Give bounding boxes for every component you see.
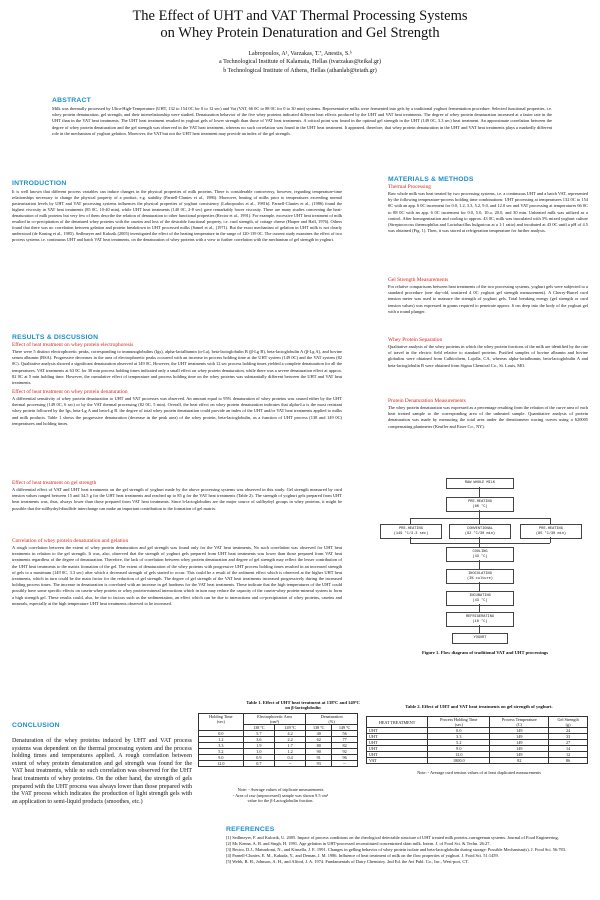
table-1-cell: 96 — [332, 755, 358, 761]
methods-m4-title: Protein Denaturation Measurements — [388, 398, 466, 404]
table-1-cell: 1.9 — [243, 743, 274, 749]
table-2-cell: 24 — [549, 728, 588, 734]
methods-m3-title: Whey Protein Separation — [388, 337, 443, 343]
table-2-cell: 9.0 — [428, 746, 490, 752]
table-1-cell: -- — [274, 761, 305, 767]
reference-item: [2] Mc Kenna, A. B. and Singh, H. 1991. Age gelation in UHT-processed reconstituted concentrated skim milk. Intern. J. of Food Sci. & Techn. 26:27. — [226, 841, 491, 846]
table-1-note-line-2: - Area of raw (unprocessed) sample was shown 9.5 cm² — [232, 792, 329, 798]
table-2-cell: 5.2 — [428, 740, 490, 746]
table-2-cell: UHT — [367, 728, 428, 734]
results-heading: RESULTS & DISCUSSION — [12, 334, 99, 341]
table-1-cell: 93 — [306, 761, 332, 767]
references-heading: REFERENCES — [226, 826, 275, 833]
table-1-cell: 0.7 — [243, 761, 274, 767]
methods-m3-text: Qualitative analysis of the whey proteins in which the whey protein fractions of the milk are identified by the rate of travel in the electric field relative to standard proteins. Purified samples of bovine albumin and bovine globulins were obtained from Calbiochem, Lajolla, CA, whereas alpha-lactalbumin, beta-lactoglobulin A and beta-lactoglobulin B were obtained from Sigma Chemical Co., St. Louis, MO. — [388, 344, 588, 368]
table-1-cell: 1.2 — [274, 749, 305, 755]
table-2-cell: 149 — [490, 728, 549, 734]
flow-branch-line — [410, 518, 550, 519]
flow-refrigerating — [446, 612, 514, 627]
flow-preheating-60 — [446, 497, 514, 512]
table-2-header: Gel Strength (g) — [549, 717, 588, 728]
table-2-cell: 149 — [490, 734, 549, 740]
table-2-cell: UHT — [367, 734, 428, 740]
flow-preheating-vat-label: PRE-HEATING (85 °C/30 min) — [535, 527, 567, 536]
table-1-cell: 91 — [306, 755, 332, 761]
flow-conventional — [449, 524, 511, 539]
flow-arrow — [479, 487, 480, 497]
table-2-cell: 33 — [549, 734, 588, 740]
table-1-cell: 0.9 — [243, 755, 274, 761]
table-2-cell: 3.3 — [428, 734, 490, 740]
table-2-cell: UHT — [367, 746, 428, 752]
table-1 — [198, 713, 358, 767]
methods-m2-text: For relative comparisons between heat treatments of the two processing systems, yoghurt gels were subjected to a standard procedure (one day-old, unstirred 4 0C yoghurt gel strength measurement). A Cherry-Burrel curd tension meter was used to measure the strength of yoghurt gels. Total breaking energy (gel strength or curd tension values) was expressed in grams required to penetrate approx. 6 cm deep into the body of the yoghurt gel with a round plunger. — [388, 284, 588, 314]
introduction-text: It is well known that different process variables can induce changes in the physical properties of milk proteins. There is considerable controversy, however, regarding temperature-time relationships necessary to change the physical property of a product, e.g. stability (Parnell-Clunies et al., 1986). Moreover, heating of milks prior to temperatures exceeding normal pasteurization levels by UHT and VAT processing systems influences the physical properties of yoghurt consistency (Labropoulos et al., 1981b). Parnell-Clunies et al., (1986) found the highest viscosity in VAT heat treatments (85 0C, 10-40 min), while UHT heat treatments (140 0C, 2-8 sec) gave remarkably lower viscosity. There are many studies concerning the heat-denaturation of milk proteins but very few of them describe the relation of denaturation to other functional properties (Rector et al., 1991). For example, excessive UHT heat treatment of milk resulted in co-precipitation of the denatured whey proteins with the caseins and loss of the desirable functional property, i.e. curd strength, of cottage cheese (Harper and Hall, 1976). Others found that there was no correlation between gelation and protein breakdown in UHT processed milks (Samel et al., (1971). But the exact mechanism of gelation in UHT milk is not clearly understood (de Koning et al., 1985). Sedlmeyer and Kulozik (2005) investigated the effect of the heating temperature in the range of 120-139 0C. The current study examines the effect of two process systems i.e. continuous UHT and batch VAT heat treatments, on the denaturation of whey proteins with a view to further correlation with the mechanism of gel strength in yoghurt. — [12, 189, 342, 242]
table-1-cell: 0.0 — [199, 731, 244, 737]
author-block — [0, 50, 600, 75]
table-1-cell: 92 — [332, 749, 358, 755]
table-2-cell: 149 — [490, 746, 549, 752]
table-2-note: Note: - Average curd tension values of at least duplicated measurements — [417, 770, 541, 775]
methods-m2-title: Gel Strength Measurements — [388, 277, 449, 283]
methods-heading: MATERIALS & METHODS — [388, 176, 474, 183]
table-1-cell: 40 — [306, 731, 332, 737]
table-1-cell: 3.6 — [243, 737, 274, 743]
title-line-1: The Effect of UHT and VAT Thermal Processing Systems — [132, 8, 468, 24]
table-2-cell: 27 — [549, 740, 588, 746]
table-2-caption: Table 2. Effect of UHT and VAT heat treatments on gel strength of yoghurt. — [405, 704, 553, 709]
flow-arrow — [479, 625, 480, 633]
table-2-header: Process Temperature (C) — [490, 717, 549, 728]
table-1-header-area: Electrophoretic Area (cm²) — [243, 714, 306, 725]
authors: Labropoulos, A¹, Varzakas, T.ª, Anestis, S.ᵇ — [248, 51, 352, 57]
conclusion-text: Denaturation of the whey proteins induced by UHT and VAT process systems was dependent on the thermal processing system and the process holding times and temperatures applied. A rough correlation between extent of whey protein denaturation and gel strength was found for the VAT heat treatments, while no such correlation was observed for the UHT heat treatments of whey proteins. On the other hand, the strength of gels prepared with the UHT process was always lower than those prepared with the VAT process which indicates the production of light strength gels with an application to semi-liquid products (smoothes, etc.) — [12, 738, 192, 805]
table-2-header: HEAT TREATMENT — [367, 717, 428, 728]
flow-arrow — [479, 560, 480, 569]
abstract-heading: ABSTRACT — [52, 97, 91, 104]
conclusion-heading: CONCLUSION — [12, 722, 60, 729]
affiliation-b: b Technological Institute of Athens, Hellas (athanlab@teiath.gr) — [223, 67, 377, 74]
table-1-note — [198, 787, 363, 804]
table-2 — [366, 716, 588, 764]
flow-preheating-60-label: PRE-HEATING (60 °C) — [468, 500, 492, 509]
flow-refrigerating-label: REFRIGERATING (10 °C) — [465, 615, 495, 624]
methods-m1-title: Thermal Processing — [388, 184, 431, 190]
table-1-cell: 90 — [306, 749, 332, 755]
results-s3-text: A differential effect of VAT and UHT heat treatments on the gel strength of yoghurt made by the above processing systems was observed in this study. Gel strength measured by curd tension values ranged between 15 and 34.5 g for the UHT heat treatments and reached up to 85 g for the VAT heat treatments (Table 2). The strength of yoghurt gels prepared from UHT heat treatments was, thus, always lower than those prepared from VAT heat treatments. Since b-lactoglobulins are the major source of sulfhydryl groups in whey proteins, it might be possible that the sulfhydryl-disulfide interchange can make an important contribution to the formation of gel matrix. — [12, 487, 342, 511]
table-1-cell: 62 — [306, 737, 332, 743]
table-1-subheader: 138 ºC — [306, 725, 332, 731]
table-1-cell: 9.0 — [199, 755, 244, 761]
flow-conventional-label: CONVENTIONAL (82 °C/30 min) — [464, 527, 496, 536]
table-1-cell: 0.4 — [274, 755, 305, 761]
results-s1-title: Effect of heat treatment on whey protein electrophoresis — [12, 342, 134, 348]
flow-arrow — [550, 537, 551, 543]
flow-incubating-label: INCUBATING (43 °C) — [469, 594, 491, 603]
table-1-cell: 77 — [332, 737, 358, 743]
flow-arrow — [479, 604, 480, 612]
table-1-cell: 5.2 — [199, 749, 244, 755]
reference-item: [3] Rector, D.J., Matsudomi, N., and Kinsella, J. E. 1991. Changes in gelling behavior of whey protein isolate and beta-lactoglobulin during storage: Possible Mechanism(s). J. Food Sci. 56:783. — [226, 847, 567, 852]
results-s4-text: A rough correlation between the extent of whey protein denaturation and gel strength was found only for the VAT heat treatments. No such correlation was observed for UHT heat treatments in relation to the gel strength. It was, also, observed that the strength of yoghurt gels prepared from UHT heat treatments was lower than those prepared from VAT heat treatments regardless of the degree of denaturation. Therefore, the lack of correlation between whey protein denaturation and degree of gel strength may reflect the lesser contribution of the UHT heat treatments to the matrix formation of the gel. The extent of denaturation of the whey proteins with progressive UHT process holding times resulted in an increased strength of gels to a maximum (149 0C, 3.3 sec) after which a decreased strength of gels started to occur. This could be a result of the sediment effect which is observed at the higher UHT heat treatments, which in turn could be the main factor for the reduction of gel strength. The degree of gel strength of the VAT heat treatments increased progressively during the increased holding process times. The increase in denaturation is correlated with an increase in gel hardness for the VAT heat treatments. These indicate that the high temperatures of the UHT could possibly have some specific effects on casein-whey protein or whey protein-mineral interactions which in turn may reduce the capacity of the casein-whey protein-mineral system to form a high strength gel. These results could, also, be due to factors such as the sedimentation, an effect which can be due to interactions and co-precipitation of whey proteins, caseins and minerals, especially at the high temperature UHT heat treatments observed to be increased. — [12, 545, 342, 606]
results-s2-text: A differential sensitivity of whey protein denaturation to UHT and VAT processes was observed. An amount equal to 95% denaturation of whey proteins was caused either by the UHT thermal processing (149 0C, 6 sec) or by the VAT thermal processing (82 0C, 5 min). Overall, the heat effect on whey protein denaturation indicates that alpha-La is the most resistant whey protein followed by the Igs, beta-Lg A and beta-Lg B. the degree of total whey protein denaturation could provide an index of the UHT and/or VAT heat treatments applied to milks and milk products. Table 1 shows the progressive denaturation (decrease in the peak area) of the whey protein, beta-lactoglobulin, as a function of UHT process (138 and 149 0C) temperatures and holding times. — [12, 396, 342, 426]
reference-item: [5] Webb, B. H., Johnson, A. H., and Alford, J. A. 1974. Fundamentals of Dairy Chemistry. 2nd Ed. the Avi Publ. Co., Inc., West-port, CT. — [226, 859, 469, 864]
flow-yogurt-label: YOGURT — [473, 636, 487, 641]
table-1-cell: 82 — [332, 743, 358, 749]
table-2-cell: 0.0 — [428, 728, 490, 734]
table-1-caption-line-2: on β-lactoglobulin — [285, 705, 321, 710]
table-2-cell: 149 — [490, 752, 549, 758]
table-1-subheader: 138 ºC — [243, 725, 274, 731]
flow-yogurt — [452, 633, 508, 644]
flow-arrow — [479, 582, 480, 591]
table-2-cell: 86 — [549, 758, 588, 764]
flow-merge-line — [410, 543, 550, 544]
flow-cooling — [446, 547, 514, 562]
table-1-cell: 1.7 — [274, 743, 305, 749]
table-1-cell: 4.2 — [274, 731, 305, 737]
table-1-note-line-1: Note: - Average values of triplicate measurements — [237, 787, 324, 792]
table-1-cell: 2.2 — [274, 737, 305, 743]
flow-preheating-uht — [380, 524, 442, 539]
table-1-cell: 80 — [306, 743, 332, 749]
table-2-cell: 12.0 — [428, 752, 490, 758]
table-1-cell: 5.7 — [243, 731, 274, 737]
table-1-cell: 1.2 — [199, 737, 244, 743]
methods-m1-text: Raw whole milk was heat treated by two processing systems, i.e. a continuous UHT and a batch VAT, represented by the following temperature-process holding time combinations: UHT processing at temperatures 132 0C to 154 0C with an app. 6 0C increment for 0.0, 1.2, 3.3, 5.2, 9.0, and 12.0 sec and VAT processing at temperatures 66 0C to 88 0C with an app. 6 0C increment for 0.0, 5.0, 10.o, 20.0, and 30 min. Unheated milk was utilized as a control. After homogenization and cooling to approx. 43 0C, milk was inoculated with 3% mixed yoghurt culture (Streptococcus thermophilus and Lactobacillus bulgaricus at a 1:1 ratio) and incubated at 43 0C until a pH of 4.5 was obtained (Fig. 1). Then, it was stored at refrigeration temperature for further analysis. — [388, 191, 588, 234]
table-1-cell: 56 — [332, 731, 358, 737]
results-s4-title: Correlation of whey protein denaturation and gelation — [12, 538, 129, 544]
methods-m4-text: The whey protein denaturation was expressed as a percentage resulting from the relation of the curve area of each heat treated sample to the corresponding area of the unheated sample. Quantitative analysis of protein denaturation was made by measuring the total area under the densitometer tracing curves using a 620005 compensating planimeter (Keuffer and Esser Co., NY). — [388, 405, 588, 429]
table-2-cell: 14 — [549, 746, 588, 752]
title-line-2: on Whey Protein Denaturation and Gel Strength — [160, 25, 440, 41]
flow-inoculating-label: INOCULATING (3% culture) — [467, 572, 493, 581]
introduction-heading: INTRODUCTION — [12, 180, 67, 187]
flow-preheating-vat — [520, 524, 582, 539]
table-1-subheader: 149 ºC — [332, 725, 358, 731]
flow-preheating-uht-label: PRE-HEATING (149 °C/3.3 sec) — [393, 527, 429, 536]
affiliation-a: a Technological Institute of Kalamata, Hellas (tvarzakas@teikal.gr) — [219, 59, 381, 66]
flow-raw-milk — [446, 478, 514, 489]
flow-arrow — [479, 510, 480, 518]
table-1-cell: 3.3 — [199, 743, 244, 749]
table-1-subheader: 149 ºC — [274, 725, 305, 731]
flow-cooling-label: COOLING (43 °C) — [472, 550, 488, 559]
table-2-cell: UHT — [367, 740, 428, 746]
reference-item: [4] Parnell-Clunies, E. M., Kakuda, Y., and Deman, J. M. 1986. Influence of heat treatment of milk on the flow properties of yoghurt. J. Food Sci. 51:1459. — [226, 853, 499, 858]
table-2-cell: 82 — [490, 758, 549, 764]
reference-item: [1] Sedlmeyer, F. and Kulozik, U. 2005. Impact of process conditions on the rheological detectable structure of UHT treated milk protein–carrageenan systems. Journal of Food Engineering, — [226, 835, 559, 840]
flow-raw-milk-label: RAW WHOLE MILK — [464, 481, 496, 486]
flow-inoculating — [446, 569, 514, 584]
table-2-header: Process Holding Time (sec) — [428, 717, 490, 728]
results-s1-text: There were 5 distinct electrophoretic peaks, corresponding to immunoglobulins (Igs), alpha-lactalbumin (α-La), beta-lactoglobulin B (β-Lg B), beta-lactoglobulin A (β-Lg A), and bovine serum albumin (BSA). Progressive decreases in the area of electrophoretic peaks occurred with an increase in process holding time at the UHT system (149 0C) and the VAT system (82 0C). Qualitative analysis showed a significant denaturation observed at 149 0C. However, the UHT treatments with 12 sec process holding times yielded a complete denaturation for all the temperatures. VAT treatments at 63 0C for 30 min process holding times indicated only a small effect on whey protein denaturation, while there was a severe denaturation effect at approx. 82 0C at 5 min holding time. However, the cumulative effect of temperature and process holding time on the whey proteins was substantially different between the UHT and VAT heat treatments. — [12, 349, 342, 386]
flow-incubating — [446, 591, 514, 606]
table-1-cell: 1.0 — [243, 749, 274, 755]
results-s2-title: Effect of heat treatment on whey protein denaturation — [12, 389, 128, 395]
table-2-cell: UHT — [367, 752, 428, 758]
table-1-note-line-3: value for the β-Lactoglobulin fraction. — [247, 798, 314, 804]
table-1-cell: 12.0 — [199, 761, 244, 767]
table-1-cell: -- — [332, 761, 358, 767]
table-1-header-time: Holding Time (sec) — [199, 714, 244, 731]
table-2-cell: 149 — [490, 740, 549, 746]
abstract-text: Milk was thermally processed by Ultra-High-Temperature (UHT, 132 to 154 0C for 0 to 12 sec) and Vat (VAT, 66 0C to 88 0C for 0 to 30 min) systems. Representative milks were fermented into gels by a traditional yoghurt fermentation procedure. Selected functional properties, i.e. whey protein denaturation, gel strength, and their interrelationship were studied. Denaturation behavior of the five whey proteins indicated different heat effects produced by the UHT and VAT heat treatments. The degree of whey protein denaturation increased at a faster rate in the UHT than in the VAT heat treatments. The UHT heat treatment resulted in yoghurt gels of lower strength than those of VAT heat treatments. A critical point was found in the optimal gel strength in the UHT (149 0C, 3.3 sec) heat treatment. An approximate correlation between the degree of whey protein denaturation and the gel strength was observed in the VAT heat treatment, whereas no such correlation was found in the UHT heat treatment. It appeared, therefore, that whey protein denaturation in the UHT and VAT heat treatments plays a markedly different role in the mechanism of yoghurt gelation. Moreover, the VAT but not the UHT heat treatment may provide an index of the gel strength. — [52, 106, 552, 136]
table-2-cell: 1800.0 — [428, 758, 490, 764]
references-list — [226, 835, 590, 865]
table-2-cell: VAT — [367, 758, 428, 764]
table-2-cell: 12 — [549, 752, 588, 758]
figure-1-caption: Figure 1. Flow diagram of traditional VAT and UHT processings — [421, 650, 548, 655]
table-1-header-denaturation: Denaturation (%) — [306, 714, 358, 725]
paper-title — [0, 8, 600, 42]
table-1-caption-line-1: Table 1. Effect of UHT heat treatment at 138ºC and 149ºC — [246, 700, 360, 705]
results-s3-title: Effect of heat treatment on gel strength — [12, 480, 97, 486]
